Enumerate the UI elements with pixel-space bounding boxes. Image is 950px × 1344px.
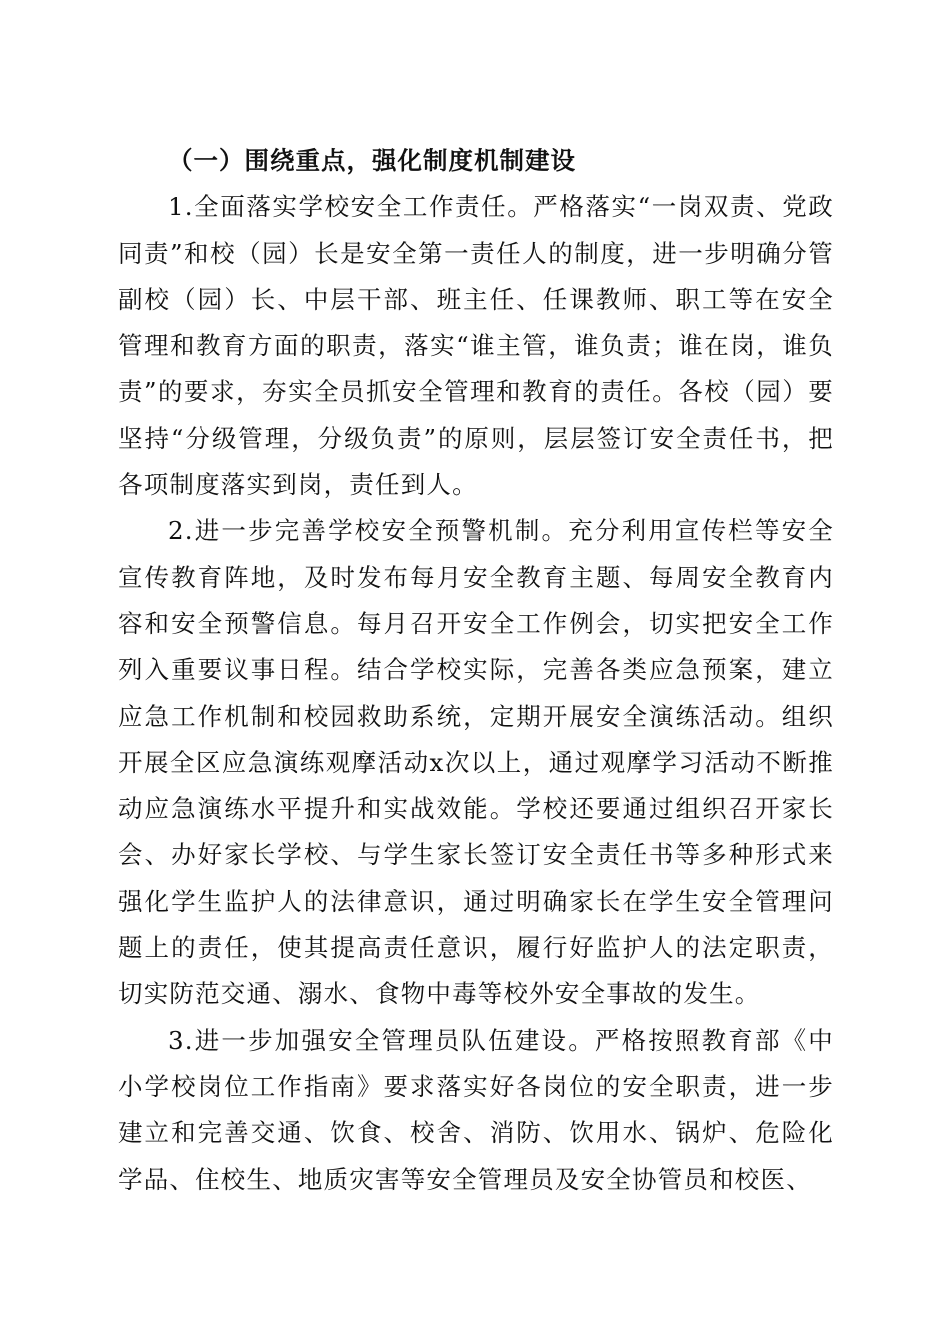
paragraph-2: 2.进一步完善学校安全预警机制。充分利用宣传栏等安全宣传教育阵地，及时发布每月安全教育主题、每周安全教育内容和安全预警信息。每月召开安全工作例会，切实把安全工作列入重要议事日程。结合学校实际，完善各类应急预案，建立应急工作机制和校园救助系统，定期开展安全演练活动。组织开展全区应急演练观摩活动x次以上，通过观摩学习活动不断推动应急演练水平提升和实战效能。学校还要通过组织召开家长会、办好家长学校、与学生家长签订安全责任书等多种形式来强化学生监护人的法律意识，通过明确家长在学生安全管理问题上的责任，使其提高责任意识，履行好监护人的法定职责，切实防范交通、溺水、食物中毒等校外安全事故的发生。 [118, 516, 834, 1009]
section-heading: （一）围绕重点，强化制度机制建设 [168, 146, 576, 175]
paragraph-3: 3.进一步加强安全管理员队伍建设。严格按照教育部《中小学校岗位工作指南》要求落实好各岗位的安全职责，进一步建立和完善交通、饮食、校舍、消防、饮用水、锅炉、危险化学品、住校生、地质灾害等安全管理员及安全协管员和校医、 [118, 1025, 834, 1194]
paragraph-1: 1.全面落实学校安全工作责任。严格落实“一岗双责、党政同责”和校（园）长是安全第一责任人的制度，进一步明确分管副校（园）长、中层干部、班主任、任课教师、职工等在安全管理和教育方面的职责，落实“谁主管，谁负责；谁在岗，谁负责”的要求，夯实全员抓安全管理和教育的责任。各校（园）要坚持“分级管理，分级负责”的原则，层层签订安全责任书，把各项制度落实到岗，责任到人。 [118, 192, 834, 500]
document-body [118, 138, 834, 1203]
